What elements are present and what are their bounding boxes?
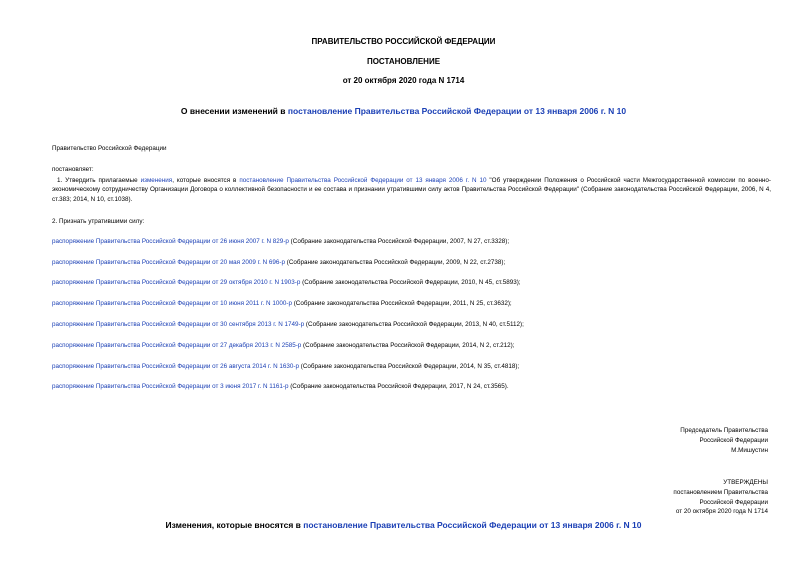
document-type: ПОСТАНОВЛЕНИЕ	[366, 57, 441, 66]
repealed-source: (Собрание законодательства Российской Федерации, 2014, N 35, ст.4818);	[298, 363, 520, 370]
repealed-source: (Собрание законодательства Российской Федерации, 2011, N 25, ст.3632);	[291, 300, 512, 307]
repealed-link[interactable]: распоряжение Правительства Российской Федерации от 27 декабря 2013 г. N 2585-р	[52, 342, 302, 349]
repealed-source: (Собрание законодательства Российской Федерации, 2014, N 2, ст.212);	[301, 342, 515, 349]
repealed-item	[52, 259, 505, 266]
resolves-label: постановляет:	[52, 166, 94, 173]
repealed-item	[52, 342, 515, 349]
approval-line3: Российской Федерации	[699, 498, 768, 506]
approval-block	[673, 478, 768, 517]
repealed-source: (Собрание законодательства Российской Федерации, 2017, N 24, ст.3565).	[288, 383, 509, 390]
repealed-source: (Собрание законодательства Российской Федерации, 2009, N 22, ст.2738);	[285, 259, 506, 266]
document-title	[0, 106, 807, 116]
repealed-source: (Собрание законодательства Российской Федерации, 2013, N 40, ст.5112);	[304, 321, 524, 328]
approval-line4: от 20 октября 2020 года N 1714	[675, 508, 768, 516]
repealed-link[interactable]: распоряжение Правительства Российской Федерации от 20 мая 2009 г. N 696-р	[52, 259, 286, 266]
repealed-source: (Собрание законодательства Российской Федерации, 2010, N 45, ст.5893);	[300, 279, 521, 286]
repealed-source: (Собрание законодательства Российской Федерации, 2007, N 27, ст.3328);	[288, 238, 510, 245]
signatory-name: М.Мишустин	[731, 446, 768, 454]
clause-1	[52, 176, 771, 204]
repealed-link[interactable]: распоряжение Правительства Российской Федерации от 26 июня 2007 г. N 829-р	[52, 238, 289, 245]
clause-1-prefix: 1. Утвердить прилагаемые	[57, 177, 141, 184]
amended-resolution-link[interactable]: постановление Правительства Российской Федерации от 13 января 2006 г. N 10	[287, 106, 627, 116]
repealed-item	[52, 300, 512, 307]
repealed-item	[52, 383, 509, 390]
document-date-number: от 20 октября 2020 года N 1714	[342, 76, 465, 85]
signatory-position-line1: Председатель Правительства	[680, 427, 768, 434]
repealed-item	[52, 363, 519, 370]
annex-title	[0, 520, 807, 530]
clause-1-rest: "Об утверждении Положения о Российской части Межгосударственной комиссии по военно-экономическому сотрудничеству Организации Договора о коллективной безопасности и ее состава и признании утратившими силу актов Правительства Российской Федерации" (Собрание законодательства Российской Федерации, 2006, N 4, ст.383; 2014, N 10, ст.1038).	[52, 177, 771, 203]
annex-title-prefix: Изменения, которые вносятся в	[165, 520, 304, 530]
document-title-prefix: О внесении изменений в	[180, 106, 288, 116]
issuer: Правительство Российской Федерации	[52, 145, 167, 152]
signatory-position-line2: Российской Федерации	[699, 436, 768, 444]
changes-link[interactable]: изменения	[140, 177, 173, 184]
approval-line1: УТВЕРЖДЕНЫ	[723, 479, 768, 486]
signature-block	[680, 426, 768, 455]
repealed-item	[52, 279, 521, 286]
repealed-link[interactable]: распоряжение Правительства Российской Федерации от 30 сентября 2013 г. N 1749-р	[52, 321, 305, 328]
repealed-item	[52, 321, 524, 328]
clause-2: 2. Признать утратившими силу:	[52, 218, 145, 225]
repealed-item	[52, 238, 509, 245]
repealed-link[interactable]: распоряжение Правительства Российской Федерации от 10 июня 2011 г. N 1000-р	[52, 300, 292, 307]
clause-1-mid: , которые вносятся в	[172, 177, 240, 184]
government-header: ПРАВИТЕЛЬСТВО РОССИЙСКОЙ ФЕДЕРАЦИИ	[311, 37, 496, 46]
annex-resolution-link[interactable]: постановление Правительства Российской Федерации от 13 января 2006 г. N 10	[303, 520, 642, 530]
repealed-link[interactable]: распоряжение Правительства Российской Федерации от 29 октября 2010 г. N 1903-р	[52, 279, 301, 286]
clause-1-resolution-link[interactable]: постановление Правительства Российской Федерации от 13 января 2006 г. N 10	[239, 177, 487, 184]
repealed-link[interactable]: распоряжение Правительства Российской Федерации от 3 июня 2017 г. N 1161-р	[52, 383, 289, 390]
repealed-link[interactable]: распоряжение Правительства Российской Федерации от 26 августа 2014 г. N 1630-р	[52, 363, 299, 370]
approval-line2: постановлением Правительства	[673, 488, 768, 496]
